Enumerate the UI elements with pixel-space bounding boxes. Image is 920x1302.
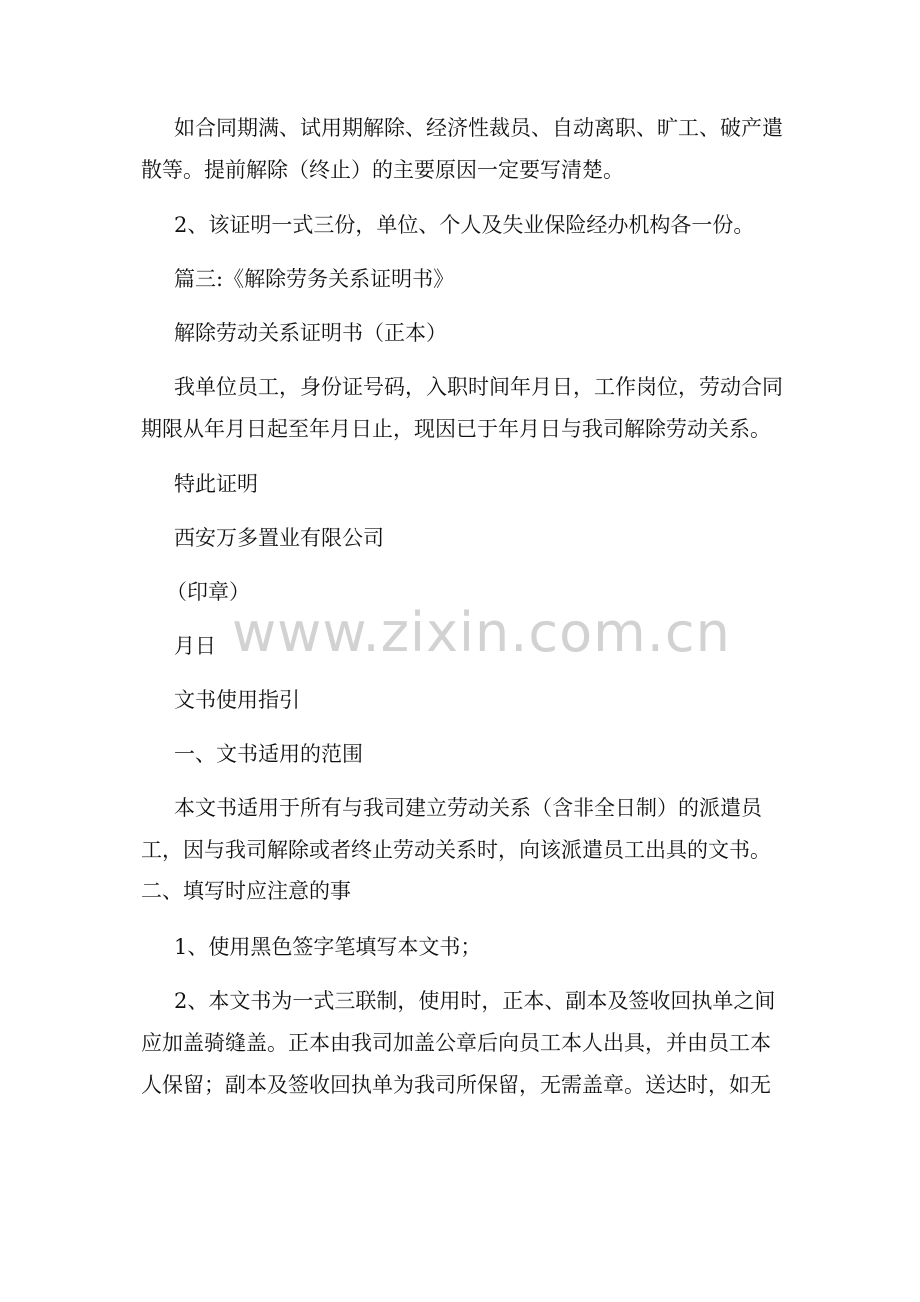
certificate-title: 解除劳动关系证明书（正本） (174, 321, 447, 345)
watermark: www.zixin.com.cn (232, 601, 731, 664)
text-line-18: 2、本文书为一式三联制，使用时，正本、副本及签收回执单之间 (174, 989, 776, 1013)
text-line-1: 如合同期满、试用期解除、经济性裁员、自动离职、旷工、破产遣 (174, 116, 783, 140)
guide-heading: 文书使用指引 (174, 688, 300, 712)
text-line-14: 本文书适用于所有与我司建立劳动关系（含非全日制）的派遣员 (174, 796, 762, 820)
text-line-2: 散等。提前解除（终止）的主要原因一定要写清楚。 (141, 158, 624, 182)
guide-section-1-heading: 一、文书适用的范围 (174, 742, 363, 766)
seal-placeholder: （印章） (166, 580, 250, 604)
section-heading-article-3: 篇三:《解除劳务关系证明书》 (174, 267, 455, 291)
date-line: 月日 (174, 634, 216, 658)
certification-phrase: 特此证明 (174, 472, 258, 496)
text-line-15: 工，因与我司解除或者终止劳动关系时，向该派遣员工出具的文书。 (141, 838, 771, 862)
text-line-20: 人保留；副本及签收回执单为我司所保留，无需盖章。送达时，如无 (141, 1073, 771, 1097)
text-line-19: 应加盖骑缝盖。正本由我司加盖公章后向员工本人出具，并由员工本 (141, 1031, 771, 1055)
guide-section-2-heading: 二、填写时应注意的事 (141, 879, 351, 903)
text-line-6: 我单位员工，身份证号码，入职时间年月日，工作岗位，劳动合同 (174, 375, 783, 399)
company-name: 西安万多置业有限公司 (174, 526, 384, 550)
text-line-3: 2、该证明一式三份，单位、个人及失业保险经办机构各一份。 (174, 213, 755, 237)
text-line-7: 期限从年月日起至年月日止，现因已于年月日与我司解除劳动关系。 (141, 417, 771, 441)
text-line-17: 1、使用黑色签字笔填写本文书； (174, 935, 482, 959)
